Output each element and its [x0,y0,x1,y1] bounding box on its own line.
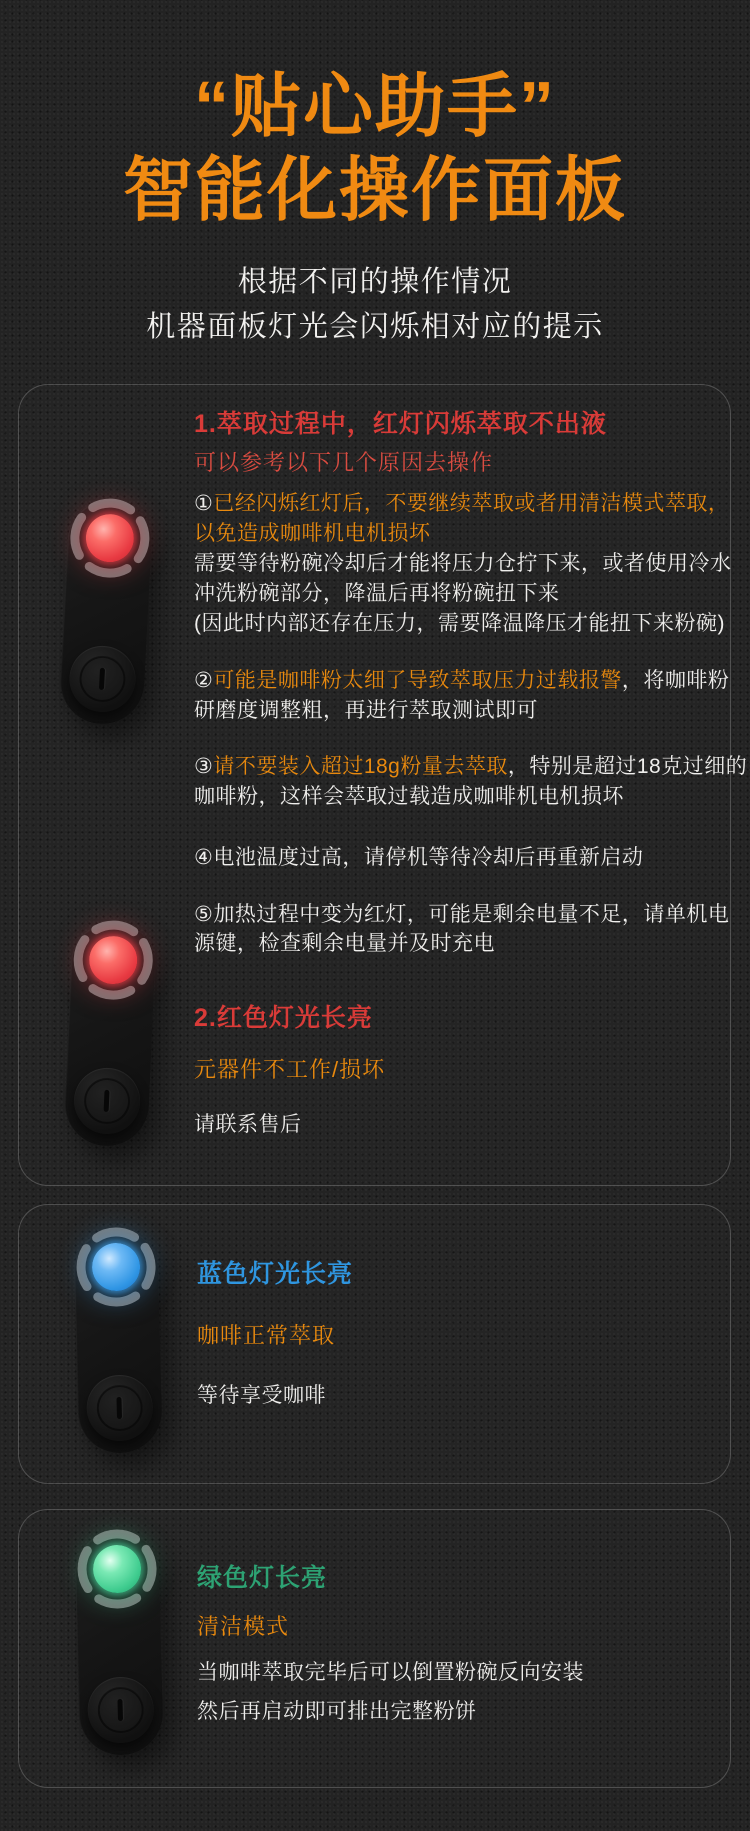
reason-1-line4: 冲洗粉碗部分，降温后再将粉碗扭下来 [194,582,560,605]
reason-2-marker: ② [194,669,214,692]
reason-1-line5: (因此时内部还存在压力，需要降温降压才能扭下来粉碗) [194,612,725,635]
blue-note: 等待享受咖啡 [197,1384,326,1407]
reason-2-line1-white: ，将咖啡粉 [621,669,730,692]
reason-5-line2: 源键，检查剩余电量并及时充电 [194,932,495,955]
reason-1-line1: 已经闪烁红灯后，不要继续萃取或者用清洁模式萃取， [213,492,730,515]
blue-subheading: 咖啡正常萃取 [197,1323,336,1348]
reason-3-line1-orange: 请不要装入超过18g粉量去萃取 [213,755,508,778]
red-solid-note: 请联系售后 [194,1113,302,1136]
red-blink-subheading: 可以参考以下几个原因去操作 [194,450,494,475]
red-solid-subheading: 元器件不工作/损坏 [194,1057,386,1082]
power-button-icon [86,1374,154,1442]
page-subtitle [0,260,750,350]
device-panel-red-solid [63,920,157,1147]
green-body-line1: 当咖啡萃取完毕后可以倒置粉碗反向安装 [197,1661,584,1684]
reason-2-line1-orange: 可能是咖啡粉太细了导致萃取压力过载报警 [213,669,622,692]
reason-5-line1: ⑤加热过程中变为红灯，可能是剩余电量不足，请单机电 [194,903,730,926]
green-body-line2: 然后再启动即可排出完整粉饼 [197,1700,477,1723]
device-panel-red-blinking [58,498,154,726]
green-heading: 绿色灯长亮 [197,1564,328,1592]
reason-4: ④电池温度过高，请停机等待冷却后再重新启动 [194,846,644,869]
reason-3-line2: 咖啡粉，这样会萃取过载造成咖啡机电机损坏 [194,785,624,808]
reason-5 [194,900,729,958]
blue-heading: 蓝色灯光长亮 [197,1260,354,1288]
red-solid-heading: 2.红色灯光长亮 [194,1004,373,1032]
power-button-icon [73,1067,142,1136]
reason-3-marker: ③ [194,755,214,778]
reason-3-line1-white: ，特别是超过18克过细的 [507,755,748,778]
reason-1 [194,489,732,639]
reason-1-line2: 以免造成咖啡机电机损坏 [194,522,431,545]
page-title-line2: 智能化操作面板 [123,151,627,229]
reason-2 [194,666,729,726]
reason-3 [194,752,747,812]
page-title-line1: “贴心助手” [194,67,556,145]
reason-1-line3: 需要等待粉碗冷却后才能将压力仓拧下来，或者使用冷水 [194,552,732,575]
green-subheading: 清洁模式 [197,1614,290,1639]
power-bar-icon [117,1699,123,1721]
page-subtitle-line2: 机器面板灯光会闪烁相对应的提示 [146,311,604,343]
red-blink-heading: 1.萃取过程中，红灯闪烁萃取不出液 [194,410,607,438]
power-button-icon [87,1676,155,1744]
device-panel-blue [73,1228,163,1454]
page-title [0,64,750,232]
power-button-icon [68,644,137,713]
device-panel-green [74,1530,164,1756]
power-bar-icon [116,1397,122,1419]
power-bar-icon [104,1090,110,1112]
page-subtitle-line1: 根据不同的操作情况 [237,266,513,298]
reason-2-line2: 研磨度调整粗，再进行萃取测试即可 [194,699,538,722]
green-body [197,1653,584,1731]
reason-1-marker: ① [194,492,214,515]
